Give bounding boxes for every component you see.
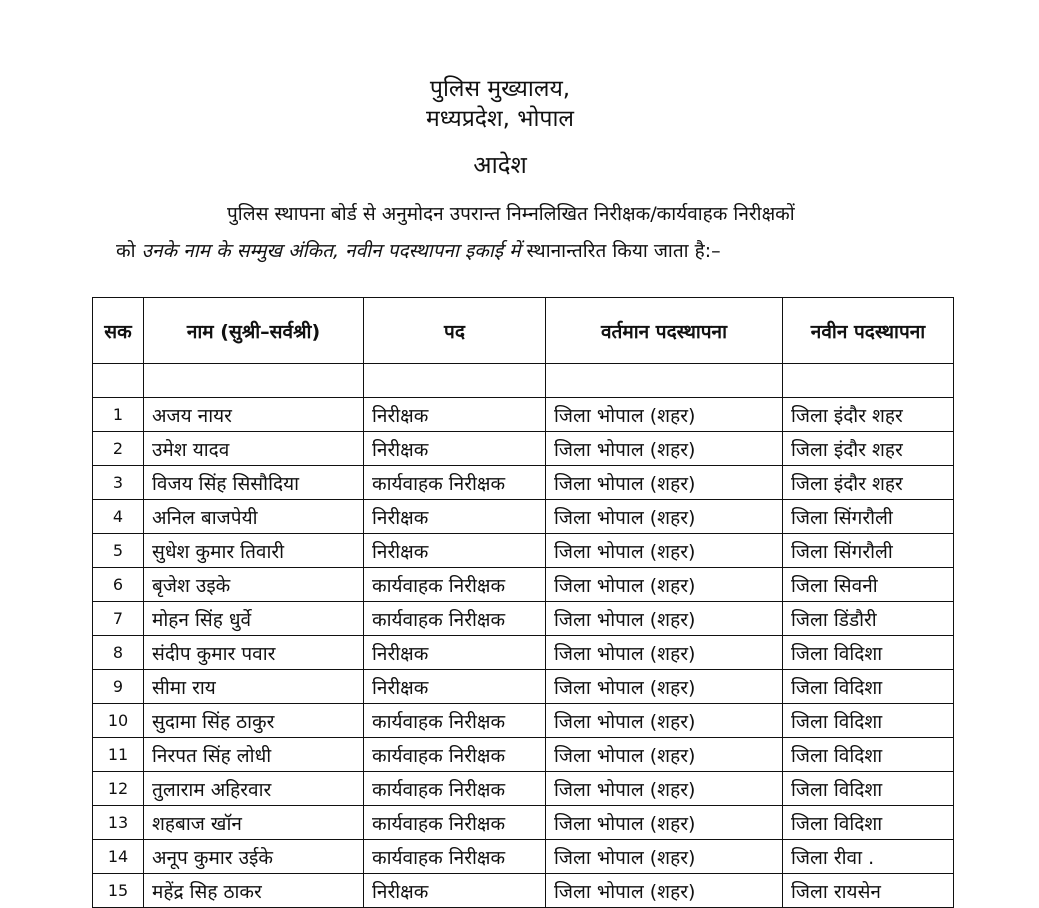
table-row bbox=[93, 568, 954, 602]
table-row bbox=[93, 466, 954, 500]
cell-post: निरीक्षक bbox=[364, 670, 546, 704]
cell-sno: 13 bbox=[93, 806, 144, 840]
table-row bbox=[93, 874, 954, 908]
cell-current-posting: जिला भोपाल (शहर) bbox=[546, 500, 783, 534]
spacer-cell bbox=[783, 364, 954, 398]
cell-sno: 12 bbox=[93, 772, 144, 806]
cell-post: कार्यवाहक निरीक्षक bbox=[364, 772, 546, 806]
table-header-row bbox=[93, 298, 954, 364]
cell-post: कार्यवाहक निरीक्षक bbox=[364, 568, 546, 602]
table-row bbox=[93, 670, 954, 704]
order-text-line-1: पुलिस स्थापना बोर्ड से अनुमोदन उपरान्त निम्नलिखित निरीक्षक/कार्यवाहक निरीक्षकों bbox=[227, 203, 795, 225]
cell-new-posting: जिला रायसेन bbox=[783, 874, 954, 908]
spacer-cell bbox=[144, 364, 364, 398]
spacer-cell bbox=[364, 364, 546, 398]
table-row bbox=[93, 772, 954, 806]
office-location: मध्यप्रदेश, भोपाल bbox=[425, 106, 575, 132]
table-row bbox=[93, 500, 954, 534]
cell-post: निरीक्षक bbox=[364, 636, 546, 670]
transfer-table bbox=[92, 297, 954, 908]
header-new-posting: नवीन पदस्थापना bbox=[783, 298, 954, 364]
cell-sno: 11 bbox=[93, 738, 144, 772]
cell-new-posting: जिला इंदौर शहर bbox=[783, 398, 954, 432]
cell-post: निरीक्षक bbox=[364, 398, 546, 432]
cell-new-posting: जिला विदिशा bbox=[783, 806, 954, 840]
cell-new-posting: जिला सिंगरौली bbox=[783, 500, 954, 534]
cell-new-posting: जिला रीवा . bbox=[783, 840, 954, 874]
order-title: आदेश bbox=[473, 151, 527, 179]
cell-new-posting: जिला इंदौर शहर bbox=[783, 466, 954, 500]
cell-name: अजय नायर bbox=[144, 398, 364, 432]
cell-sno: 15 bbox=[93, 874, 144, 908]
cell-sno: 8 bbox=[93, 636, 144, 670]
table-row bbox=[93, 602, 954, 636]
cell-new-posting: जिला विदिशा bbox=[783, 636, 954, 670]
cell-current-posting: जिला भोपाल (शहर) bbox=[546, 602, 783, 636]
cell-current-posting: जिला भोपाल (शहर) bbox=[546, 670, 783, 704]
header-current-posting: वर्तमान पदस्थापना bbox=[546, 298, 783, 364]
order-text-suffix: स्थानान्तरित किया जाता है:– bbox=[520, 240, 721, 262]
cell-sno: 6 bbox=[93, 568, 144, 602]
cell-name: अनूप कुमार उईके bbox=[144, 840, 364, 874]
cell-post: कार्यवाहक निरीक्षक bbox=[364, 602, 546, 636]
cell-current-posting: जिला भोपाल (शहर) bbox=[546, 636, 783, 670]
cell-name: सुदामा सिंह ठाकुर bbox=[144, 704, 364, 738]
cell-current-posting: जिला भोपाल (शहर) bbox=[546, 806, 783, 840]
cell-new-posting: जिला डिंडौरी bbox=[783, 602, 954, 636]
cell-name: विजय सिंह सिसौदिया bbox=[144, 466, 364, 500]
cell-new-posting: जिला सिंगरौली bbox=[783, 534, 954, 568]
cell-new-posting: जिला विदिशा bbox=[783, 772, 954, 806]
order-text-emphasis: उनके नाम के सम्मुख अंकित, नवीन पदस्थापना इकाई में bbox=[141, 240, 521, 262]
table-row bbox=[93, 432, 954, 466]
cell-sno: 4 bbox=[93, 500, 144, 534]
cell-current-posting: जिला भोपाल (शहर) bbox=[546, 398, 783, 432]
cell-sno: 10 bbox=[93, 704, 144, 738]
cell-post: कार्यवाहक निरीक्षक bbox=[364, 466, 546, 500]
cell-current-posting: जिला भोपाल (शहर) bbox=[546, 874, 783, 908]
cell-current-posting: जिला भोपाल (शहर) bbox=[546, 568, 783, 602]
cell-name: अनिल बाजपेयी bbox=[144, 500, 364, 534]
cell-post: कार्यवाहक निरीक्षक bbox=[364, 840, 546, 874]
cell-post: कार्यवाहक निरीक्षक bbox=[364, 806, 546, 840]
cell-new-posting: जिला सिवनी bbox=[783, 568, 954, 602]
cell-name: महेंद्र सिह ठाकर bbox=[144, 874, 364, 908]
cell-name: मोहन सिंह धुर्वे bbox=[144, 602, 364, 636]
cell-name: बृजेश उइके bbox=[144, 568, 364, 602]
cell-name: सुधेश कुमार तिवारी bbox=[144, 534, 364, 568]
table-row bbox=[93, 738, 954, 772]
cell-new-posting: जिला विदिशा bbox=[783, 670, 954, 704]
cell-name: संदीप कुमार पवार bbox=[144, 636, 364, 670]
cell-sno: 5 bbox=[93, 534, 144, 568]
table-row bbox=[93, 840, 954, 874]
cell-sno: 7 bbox=[93, 602, 144, 636]
cell-post: कार्यवाहक निरीक्षक bbox=[364, 704, 546, 738]
cell-new-posting: जिला विदिशा bbox=[783, 738, 954, 772]
cell-sno: 3 bbox=[93, 466, 144, 500]
cell-post: निरीक्षक bbox=[364, 500, 546, 534]
table-row bbox=[93, 398, 954, 432]
header-sno: सक bbox=[93, 298, 144, 364]
cell-name: उमेश यादव bbox=[144, 432, 364, 466]
cell-new-posting: जिला विदिशा bbox=[783, 704, 954, 738]
order-text-prefix: को bbox=[116, 240, 142, 262]
cell-current-posting: जिला भोपाल (शहर) bbox=[546, 432, 783, 466]
cell-name: तुलाराम अहिरवार bbox=[144, 772, 364, 806]
cell-name: सीमा राय bbox=[144, 670, 364, 704]
cell-current-posting: जिला भोपाल (शहर) bbox=[546, 704, 783, 738]
header-name: नाम (सुश्री–सर्वश्री) bbox=[144, 298, 364, 364]
table-row bbox=[93, 534, 954, 568]
cell-sno: 14 bbox=[93, 840, 144, 874]
table-row bbox=[93, 636, 954, 670]
cell-name: निरपत सिंह लोधी bbox=[144, 738, 364, 772]
cell-current-posting: जिला भोपाल (शहर) bbox=[546, 840, 783, 874]
cell-post: निरीक्षक bbox=[364, 432, 546, 466]
table-row bbox=[93, 704, 954, 738]
spacer-cell bbox=[546, 364, 783, 398]
cell-post: निरीक्षक bbox=[364, 534, 546, 568]
cell-post: कार्यवाहक निरीक्षक bbox=[364, 738, 546, 772]
table-row bbox=[93, 806, 954, 840]
cell-current-posting: जिला भोपाल (शहर) bbox=[546, 772, 783, 806]
cell-new-posting: जिला इंदौर शहर bbox=[783, 432, 954, 466]
cell-post: निरीक्षक bbox=[364, 874, 546, 908]
spacer-cell bbox=[93, 364, 144, 398]
cell-current-posting: जिला भोपाल (शहर) bbox=[546, 738, 783, 772]
cell-sno: 2 bbox=[93, 432, 144, 466]
cell-current-posting: जिला भोपाल (शहर) bbox=[546, 534, 783, 568]
cell-name: शहबाज खॉन bbox=[144, 806, 364, 840]
cell-sno: 1 bbox=[93, 398, 144, 432]
office-name: पुलिस मुख्यालय, bbox=[429, 76, 571, 102]
order-text-line-2 bbox=[116, 238, 721, 264]
cell-sno: 9 bbox=[93, 670, 144, 704]
table-spacer bbox=[93, 364, 954, 398]
header-post: पद bbox=[364, 298, 546, 364]
cell-current-posting: जिला भोपाल (शहर) bbox=[546, 466, 783, 500]
